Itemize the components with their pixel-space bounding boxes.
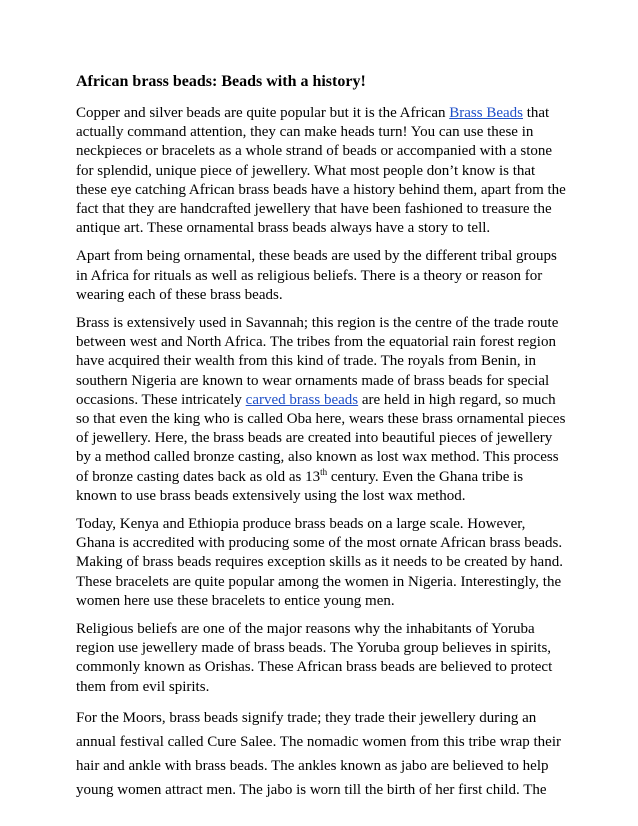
paragraph-intro <box>76 104 566 238</box>
document-page <box>76 72 566 811</box>
paragraph-text: are held in high regard, so much so that even the king who is called Oba here, wears these brass ornamental pieces of jewellery. Here, the brass beads are created into beautiful pieces of jewellery by a method called bronze casting, also known as lost wax method. This process of bronze casting dates back as old as 13 <box>76 391 566 485</box>
paragraph-text: century. Even the Ghana tribe is known to use brass beads extensively using the lost wax method. <box>76 468 524 504</box>
paragraph-moors: For the Moors, brass beads signify trade; they trade their jewellery during an annual festival called Cure Salee. The nomadic women from this tribe wrap their hair and ankle with brass beads. The ankles known as jabo are believed to help young women attract men. The jabo is worn till the birth of her first child. The <box>76 709 561 798</box>
paragraph-text: Brass is extensively used in Savannah; this region is the centre of the trade route between west and North Africa. The tribes from the equatorial rain forest region have acquired their wealth from this kind of trade. The royals from Benin, in southern Nigeria are known to wear ornaments made of brass beads for special occasions. These intricately <box>76 315 559 408</box>
carved-brass-beads-link[interactable]: carved brass beads <box>245 391 359 408</box>
paragraph-text: Copper and silver beads are quite popular but it is the African <box>76 105 450 121</box>
paragraph-savannah <box>76 314 566 506</box>
paragraph-production: Today, Kenya and Ethiopia produce brass beads on a large scale. However, Ghana is accredited with producing some of the most ornate African brass beads. Making of brass beads requires exception skills as it needs to be created by hand. These bracelets are quite popular among the women in Nigeria. Interestingly, the women here use these bracelets to entice young men. <box>76 516 563 609</box>
paragraph-religion: Religious beliefs are one of the major reasons why the inhabitants of Yoruba region use jewellery made of brass beads. The Yoruba group believes in spirits, commonly known as Orishas. These African brass beads are believed to protect them from evil spirits. <box>76 621 553 695</box>
document-title: African brass beads: Beads with a history! <box>76 73 366 90</box>
paragraph-rituals: Apart from being ornamental, these beads are used by the different tribal groups in Africa for rituals as well as religious beliefs. There is a theory or reason for wearing each of these brass beads. <box>76 248 557 303</box>
brass-beads-link[interactable]: Brass Beads <box>449 105 523 121</box>
century-superscript: th <box>320 466 328 477</box>
paragraph-text: that actually command attention, they can make heads turn! You can use these in neckpieces or bracelets as a whole strand of beads or accompanied with a stone for splendid, unique piece of jewellery. What most people don’t know is that these eye catching African brass beads have a history behind them, apart from the fact that they are handcrafted jewellery that have been fashioned to treasure the antique art. These ornamental brass beads always have a story to tell. <box>76 105 566 237</box>
